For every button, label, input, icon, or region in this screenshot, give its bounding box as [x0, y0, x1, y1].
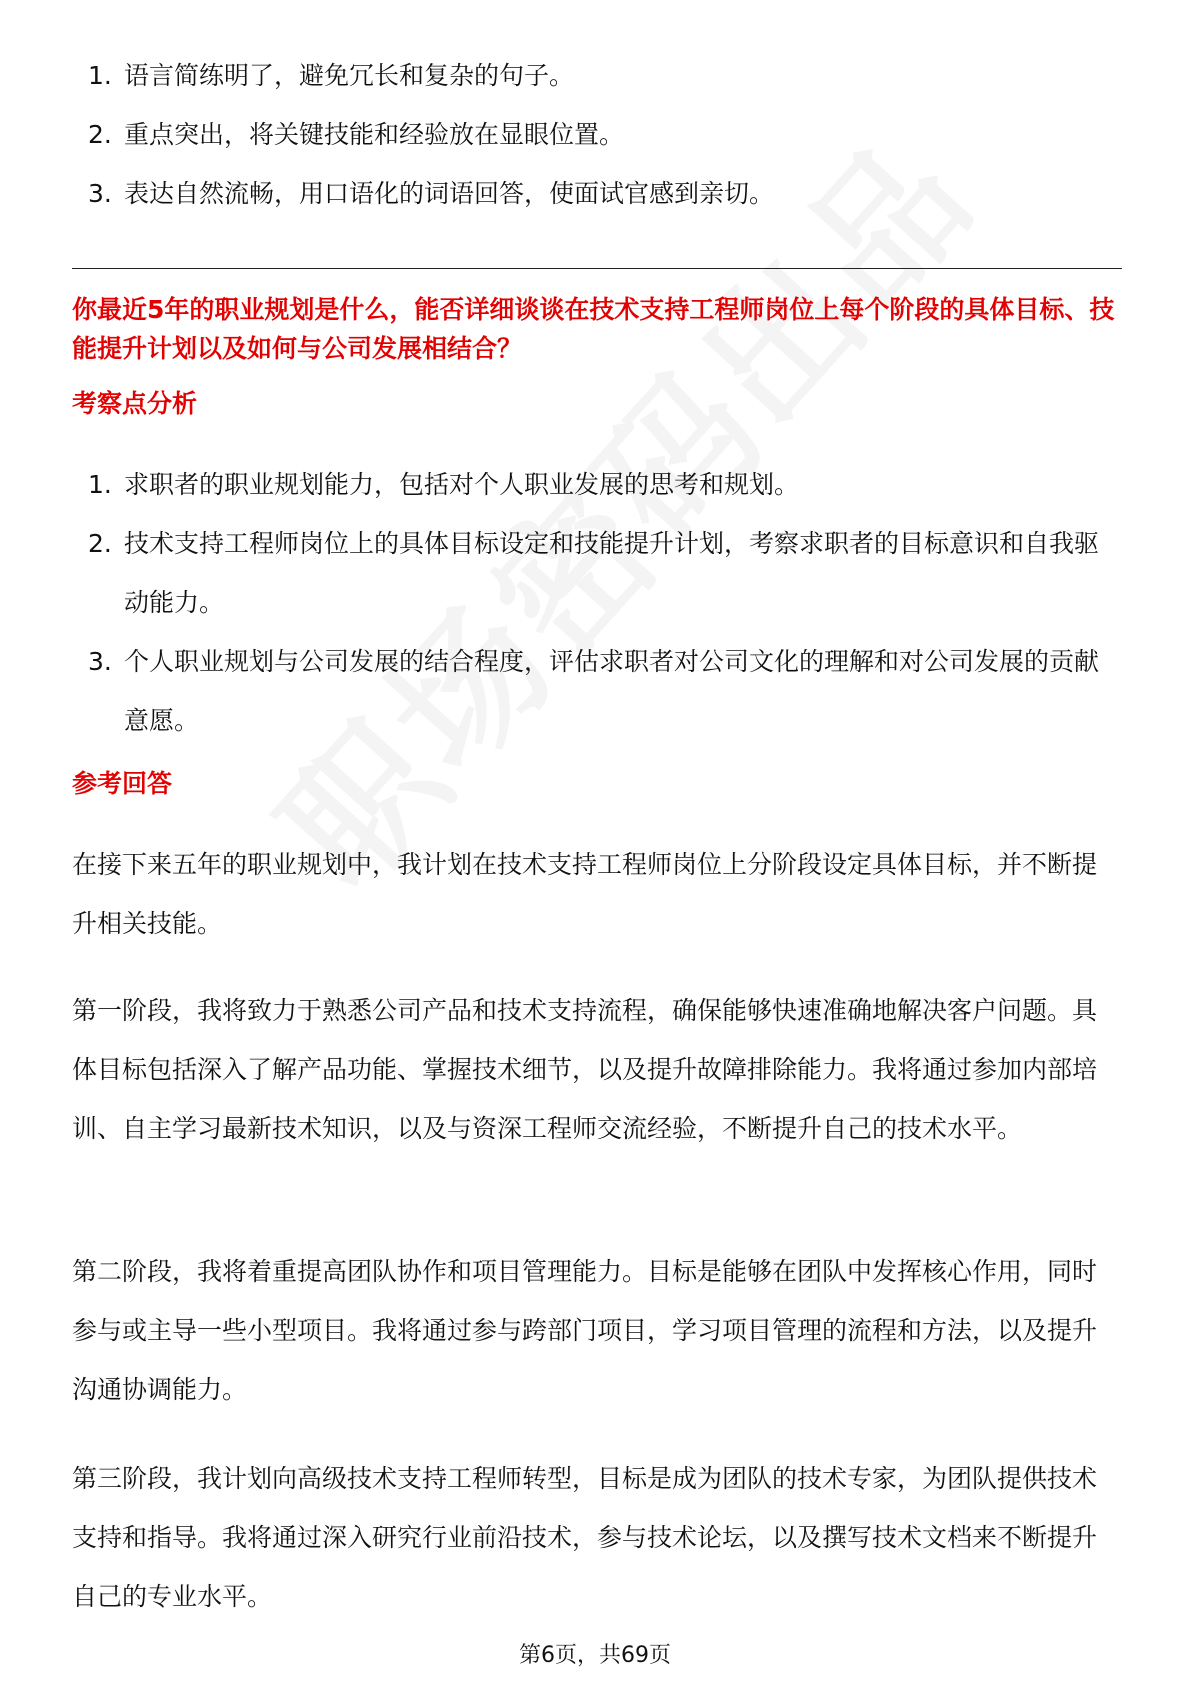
- list-item-text: 求职者的职业规划能力，包括对个人职业发展的思考和规划。: [124, 470, 800, 499]
- list-item: [72, 46, 1122, 105]
- list-item: [72, 455, 1122, 514]
- list-item: [72, 632, 1122, 750]
- list-item: [72, 164, 1122, 223]
- list-item-text: 重点突出，将关键技能和经验放在显眼位置。: [124, 120, 625, 149]
- list-item-number: 1.: [88, 470, 112, 499]
- list-item-text: 技术支持工程师岗位上的具体目标设定和技能提升计划，考察求职者的目标意识和自我驱动能力。: [124, 529, 1100, 617]
- list-item-text: 个人职业规划与公司发展的结合程度，评估求职者对公司文化的理解和对公司发展的贡献意愿。: [124, 647, 1100, 735]
- page-number: 第6页，共69页: [519, 1643, 671, 1668]
- analysis-heading: 考察点分析: [72, 389, 198, 418]
- list-item: [72, 105, 1122, 164]
- answer-paragraph: 第三阶段，我计划向高级技术支持工程师转型，目标是成为团队的技术专家，为团队提供技术支持和指导。我将通过深入研究行业前沿技术，参与技术论坛，以及撰写技术文档来不断提升自己的专业水平。: [72, 1464, 1098, 1611]
- list-item-text: 语言简练明了，避免冗长和复杂的句子。: [124, 61, 575, 90]
- interview-question: 你最近5年的职业规划是什么，能否详细谈谈在技术支持工程师岗位上每个阶段的具体目标、技能提升计划以及如何与公司发展相结合？: [72, 295, 1115, 363]
- list-item-number: 2.: [88, 529, 112, 558]
- list-item-number: 1.: [88, 61, 112, 90]
- list-item: [72, 514, 1122, 632]
- section-divider: [72, 268, 1122, 269]
- list-item-number: 3.: [88, 647, 112, 676]
- list-item-number: 2.: [88, 120, 112, 149]
- analysis-list: [72, 455, 1122, 750]
- answer-paragraph: 在接下来五年的职业规划中，我计划在技术支持工程师岗位上分阶段设定具体目标，并不断提升相关技能。: [72, 850, 1098, 938]
- answer-heading: 参考回答: [72, 769, 173, 798]
- tips-list: [72, 46, 1122, 223]
- answer-paragraph: 第一阶段，我将致力于熟悉公司产品和技术支持流程，确保能够快速准确地解决客户问题。具体目标包括深入了解产品功能、掌握技术细节，以及提升故障排除能力。我将通过参加内部培训、自主学习最新技术知识，以及与资深工程师交流经验，不断提升自己的技术水平。: [72, 996, 1098, 1143]
- list-item-text: 表达自然流畅，用口语化的词语回答，使面试官感到亲切。: [124, 179, 775, 208]
- answer-paragraph: 第二阶段，我将着重提高团队协作和项目管理能力。目标是能够在团队中发挥核心作用，同时参与或主导一些小型项目。我将通过参与跨部门项目，学习项目管理的流程和方法，以及提升沟通协调能力。: [72, 1257, 1098, 1404]
- list-item-number: 3.: [88, 179, 112, 208]
